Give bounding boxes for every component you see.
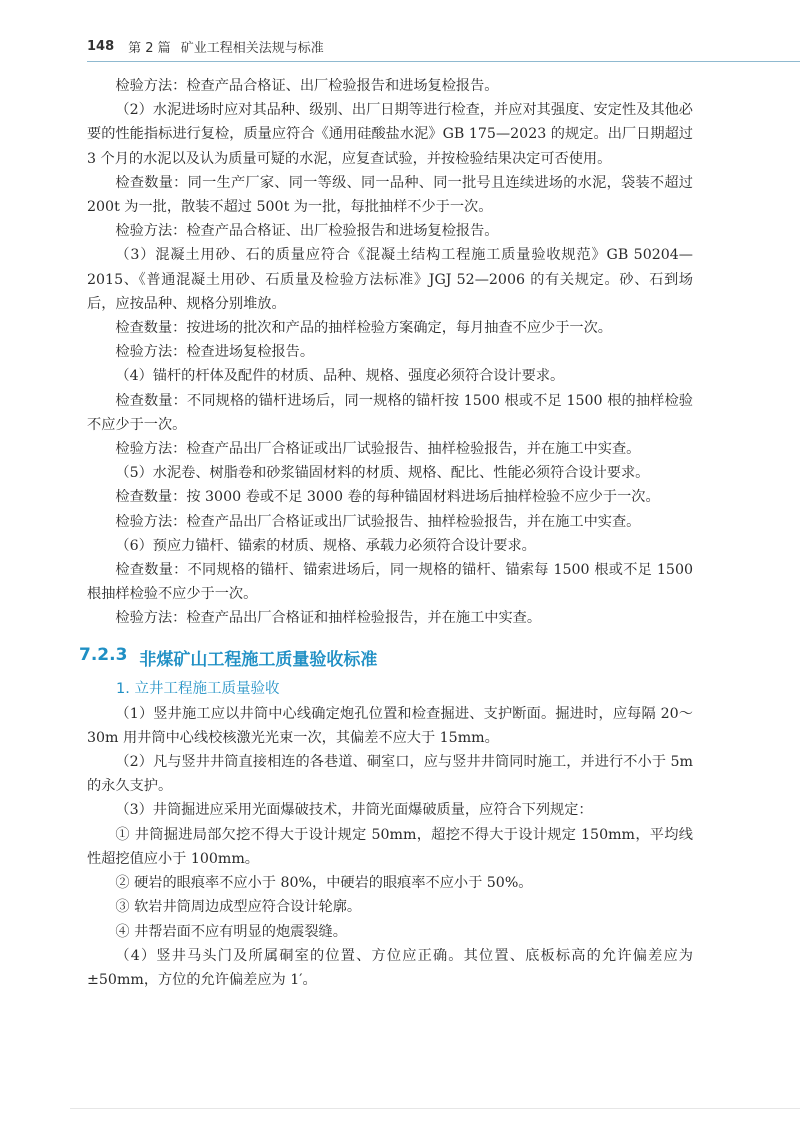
subsection-heading: 1. 立井工程施工质量验收	[116, 680, 280, 697]
paragraph: 检查数量：按进场的批次和产品的抽样检验方案确定，每月抽查不应少于一次。	[115, 320, 612, 337]
paragraph: （2）水泥进场时应对其品种、级别、出厂日期等进行检查，并应对其强度、安定性及其他必要的性能指标进行复检，质量应符合《通用硅酸盐水泥》GB 175—2023 的规定。出厂日期超过 3 个月的水泥以及认为质量可疑的水泥，应复查试验，并按检验结果决定可否使用。	[87, 102, 693, 167]
paragraph: 检验方法：检查进场复检报告。	[115, 344, 315, 361]
paragraph: （5）水泥卷、树脂卷和砂浆锚固材料的材质、规格、配比、性能必须符合设计要求。	[115, 465, 650, 482]
paragraph: 检查数量：同一生产厂家、同一等级、同一品种、同一批号且连续进场的水泥，袋装不超过 200t 为一批，散装不超过 500t 为一批，每批抽样不少于一次。	[87, 174, 693, 216]
paragraph: ② 硬岩的眼痕率不应小于 80%，中硬岩的眼痕率不应小于 50%。	[115, 875, 533, 892]
paragraph: 检查数量：不同规格的锚杆、锚索进场后，同一规格的锚杆、锚索每 1500 根或不足 1500 根抽样检验不应少于一次。	[87, 562, 693, 603]
paragraph: 检验方法：检查产品合格证、出厂检验报告和进场复检报告。	[115, 223, 499, 240]
paragraph: ③ 软岩井筒周边成型应符合设计轮廓。	[115, 899, 362, 916]
paragraph: ④ 井帮岩面不应有明显的炮震裂缝。	[115, 923, 347, 940]
page-number: 148	[87, 38, 115, 54]
paragraph: 检验方法：检查产品合格证、出厂检验报告和进场复检报告。	[115, 78, 499, 94]
paragraph: （4）竖井马头门及所属硐室的位置、方位应正确。其位置、底板标高的允许偏差应为 ±50mm，方位的允许偏差应为 1′。	[87, 947, 693, 988]
paragraph: ① 井筒掘进局部欠挖不得大于设计规定 50mm，超挖不得大于设计规定 150mm，平均线性超挖值应小于 100mm。	[87, 826, 693, 867]
section-title: 非煤矿山工程施工质量验收标准	[139, 649, 378, 670]
section-number: 7.2.3	[79, 644, 128, 665]
page-header	[87, 32, 740, 60]
running-title: 矿业工程相关法规与标准	[180, 40, 324, 56]
paragraph: 检验方法：检查产品出厂合格证和抽样检验报告，并在施工中实查。	[115, 610, 542, 627]
paragraph: （3）混凝土用砂、石的质量应符合《混凝土结构工程施工质量验收规范》GB 50204—2015、《普通混凝土用砂、石质量及检验方法标准》JGJ 52—2006 的有关规定。砂、石到场后，应按品种、规格分别堆放。	[87, 247, 693, 312]
paragraph: （1）竖井施工应以井筒中心线确定炮孔位置和检查掘进、支护断面。掘进时，应每隔 20～30m 用井筒中心线校核激光光束一次，其偏差不应大于 15mm。	[87, 705, 693, 746]
header-rule	[87, 61, 800, 62]
paragraph: （4）锚杆的杆体及配件的材质、品种、规格、强度必须符合设计要求。	[115, 368, 565, 385]
part-label: 第 2 篇	[128, 40, 171, 56]
paragraph: 检验方法：检查产品出厂合格证或出厂试验报告、抽样检验报告，并在施工中实查。	[115, 513, 641, 530]
paragraph: 检验方法：检查产品出厂合格证或出厂试验报告、抽样检验报告，并在施工中实查。	[115, 441, 641, 458]
page-body	[79, 74, 693, 992]
paragraph: 检查数量：不同规格的锚杆进场后，同一规格的锚杆按 1500 根或不足 1500 根的抽样检验不应少于一次。	[87, 392, 693, 433]
footer-rule	[70, 1108, 800, 1109]
paragraph: （6）预应力锚杆、锚索的材质、规格、承载力必须符合设计要求。	[115, 537, 536, 554]
paragraph: 检查数量：按 3000 卷或不足 3000 卷的每种锚固材料进场后抽样检验不应少于一次。	[115, 489, 660, 506]
paragraph: （2）凡与竖井井筒直接相连的各巷道、硐室口，应与竖井井筒同时施工，并进行不小于 5m 的永久支护。	[87, 754, 693, 795]
section-heading	[79, 645, 693, 670]
paragraph: （3）井筒掘进应采用光面爆破技术，井筒光面爆破质量，应符合下列规定：	[115, 802, 593, 819]
